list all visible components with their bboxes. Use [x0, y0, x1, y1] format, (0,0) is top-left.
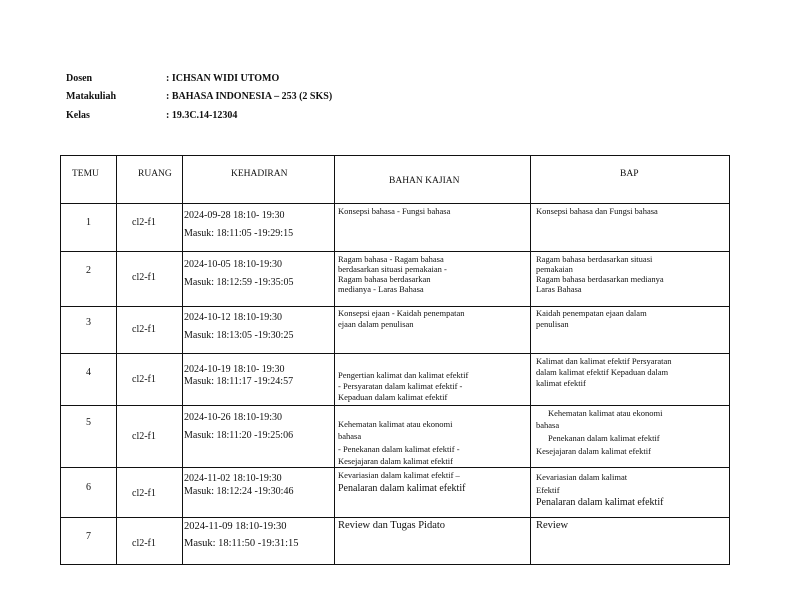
kehadiran-date: 2024-09-28 18:10- 19:30	[184, 210, 285, 221]
bap-line: Review	[536, 520, 569, 531]
header-ruang: RUANG	[138, 169, 172, 179]
bap-line: dalam kalimat efektif Kepaduan dalam	[536, 367, 669, 377]
kehadiran-masuk: Masuk: 18:11:05 -19:29:15	[184, 228, 294, 239]
ruang-value: cl2-f1	[132, 324, 156, 335]
bap-line: pemakaian	[536, 264, 573, 274]
kelas-label: Kelas	[66, 110, 90, 121]
kehadiran-masuk: Masuk: 18:12:24 -19:30:46	[184, 486, 294, 497]
temu-number: 5	[86, 417, 91, 428]
temu-number: 4	[86, 367, 91, 378]
temu-number: 6	[86, 482, 91, 493]
bahan-line: ejaan dalam penulisan	[338, 319, 414, 329]
bap-line: Efektif	[536, 485, 560, 495]
bap-line: bahasa	[536, 420, 560, 430]
kehadiran-date: 2024-11-09 18:10-19:30	[184, 521, 287, 532]
bahan-line: - Penekanan dalam kalimat efektif -	[338, 444, 460, 454]
table-border-left	[60, 155, 61, 565]
kehadiran-date: 2024-10-19 18:10- 19:30	[184, 364, 285, 375]
table-border-right	[729, 155, 730, 565]
bahan-line: Ragam bahasa - Ragam bahasa	[338, 254, 444, 264]
matakuliah-value: : BAHASA INDONESIA – 253 (2 SKS)	[166, 91, 333, 102]
header-temu: TEMU	[72, 169, 99, 179]
bahan-line: medianya - Laras Bahasa	[338, 284, 424, 294]
row-divider	[60, 203, 730, 204]
column-divider	[530, 155, 531, 565]
ruang-value: cl2-f1	[132, 488, 156, 499]
bap-line: penulisan	[536, 319, 569, 329]
bahan-line: Pengertian kalimat dan kalimat efektif	[338, 370, 469, 380]
bap-line: Laras Bahasa	[536, 284, 582, 294]
table-border-top	[60, 155, 730, 156]
bahan-line: bahasa	[338, 431, 362, 441]
kehadiran-masuk: Masuk: 18:11:20 -19:25:06	[184, 430, 294, 441]
bahan-line: Review dan Tugas Pidato	[338, 520, 446, 531]
kehadiran-date: 2024-10-05 18:10-19:30	[184, 259, 283, 270]
bahan-line: Ragam bahasa berdasarkan	[338, 274, 431, 284]
header-bap: BAP	[620, 169, 639, 179]
ruang-value: cl2-f1	[132, 374, 156, 385]
bap-line: Kalimat dan kalimat efektif Persyaratan	[536, 356, 672, 366]
bap-line: Kevariasian dalam kalimat	[536, 472, 628, 482]
kehadiran-date: 2024-11-02 18:10-19:30	[184, 473, 282, 484]
row-divider	[60, 517, 730, 518]
bahan-line: Kevariasian dalam kalimat efektif –	[338, 470, 460, 480]
header-kehadiran: KEHADIRAN	[231, 169, 288, 179]
column-divider	[334, 155, 335, 565]
table-border-bottom	[60, 564, 730, 565]
row-divider	[60, 353, 730, 354]
bap-line: Kesejajaran dalam kalimat efektif	[536, 446, 651, 456]
temu-number: 1	[86, 217, 91, 228]
bahan-line: berdasarkan situasi pemakaian -	[338, 264, 447, 274]
bap-line: Kehematan kalimat atau ekonomi	[548, 408, 663, 418]
header-bahan-kajian: BAHAN KAJIAN	[389, 176, 460, 186]
kehadiran-masuk: Masuk: 18:11:50 -19:31:15	[184, 538, 299, 549]
kehadiran-masuk: Masuk: 18:13:05 -19:30:25	[184, 330, 294, 341]
dosen-value: : ICHSAN WIDI UTOMO	[166, 73, 280, 84]
bap-line: Ragam bahasa berdasarkan medianya	[536, 274, 664, 284]
kehadiran-date: 2024-10-26 18:10-19:30	[184, 412, 283, 423]
row-divider	[60, 306, 730, 307]
matakuliah-label: Matakuliah	[66, 91, 117, 102]
bahan-line: - Persyaratan dalam kalimat efektif -	[338, 381, 463, 391]
bahan-line: Penalaran dalam kalimat efektif	[338, 483, 466, 494]
bahan-line: Kehematan kalimat atau ekonomi	[338, 419, 453, 429]
ruang-value: cl2-f1	[132, 431, 156, 442]
row-divider	[60, 467, 730, 468]
temu-number: 3	[86, 317, 91, 328]
column-divider	[116, 155, 117, 565]
row-divider	[60, 251, 730, 252]
row-divider	[60, 405, 730, 406]
temu-number: 7	[86, 531, 91, 542]
kehadiran-date: 2024-10-12 18:10-19:30	[184, 312, 283, 323]
ruang-value: cl2-f1	[132, 217, 156, 228]
bap-line: Konsepsi bahasa dan Fungsi bahasa	[536, 206, 658, 216]
kehadiran-masuk: Masuk: 18:11:17 -19:24:57	[184, 376, 294, 387]
bahan-line: Kepaduan dalam kalimat efektif	[338, 392, 448, 402]
attendance-table	[60, 155, 730, 565]
bahan-line: Konsepsi bahasa - Fungsi bahasa	[338, 206, 451, 216]
bahan-line: Kesejajaran dalam kalimat efektif	[338, 456, 453, 466]
temu-number: 2	[86, 265, 91, 276]
ruang-value: cl2-f1	[132, 538, 156, 549]
kelas-value: : 19.3C.14-12304	[166, 110, 238, 121]
bap-line: Penalaran dalam kalimat efektif	[536, 497, 664, 508]
ruang-value: cl2-f1	[132, 272, 156, 283]
column-divider	[182, 155, 183, 565]
bap-line: kalimat efektif	[536, 378, 586, 388]
bap-line: Kaidah penempatan ejaan dalam	[536, 308, 647, 318]
dosen-label: Dosen	[66, 73, 93, 84]
kehadiran-masuk: Masuk: 18:12:59 -19:35:05	[184, 277, 294, 288]
bap-line: Ragam bahasa berdasarkan situasi	[536, 254, 653, 264]
bahan-line: Konsepsi ejaan - Kaidah penempatan	[338, 308, 465, 318]
bap-line: Penekanan dalam kalimat efektif	[548, 433, 660, 443]
